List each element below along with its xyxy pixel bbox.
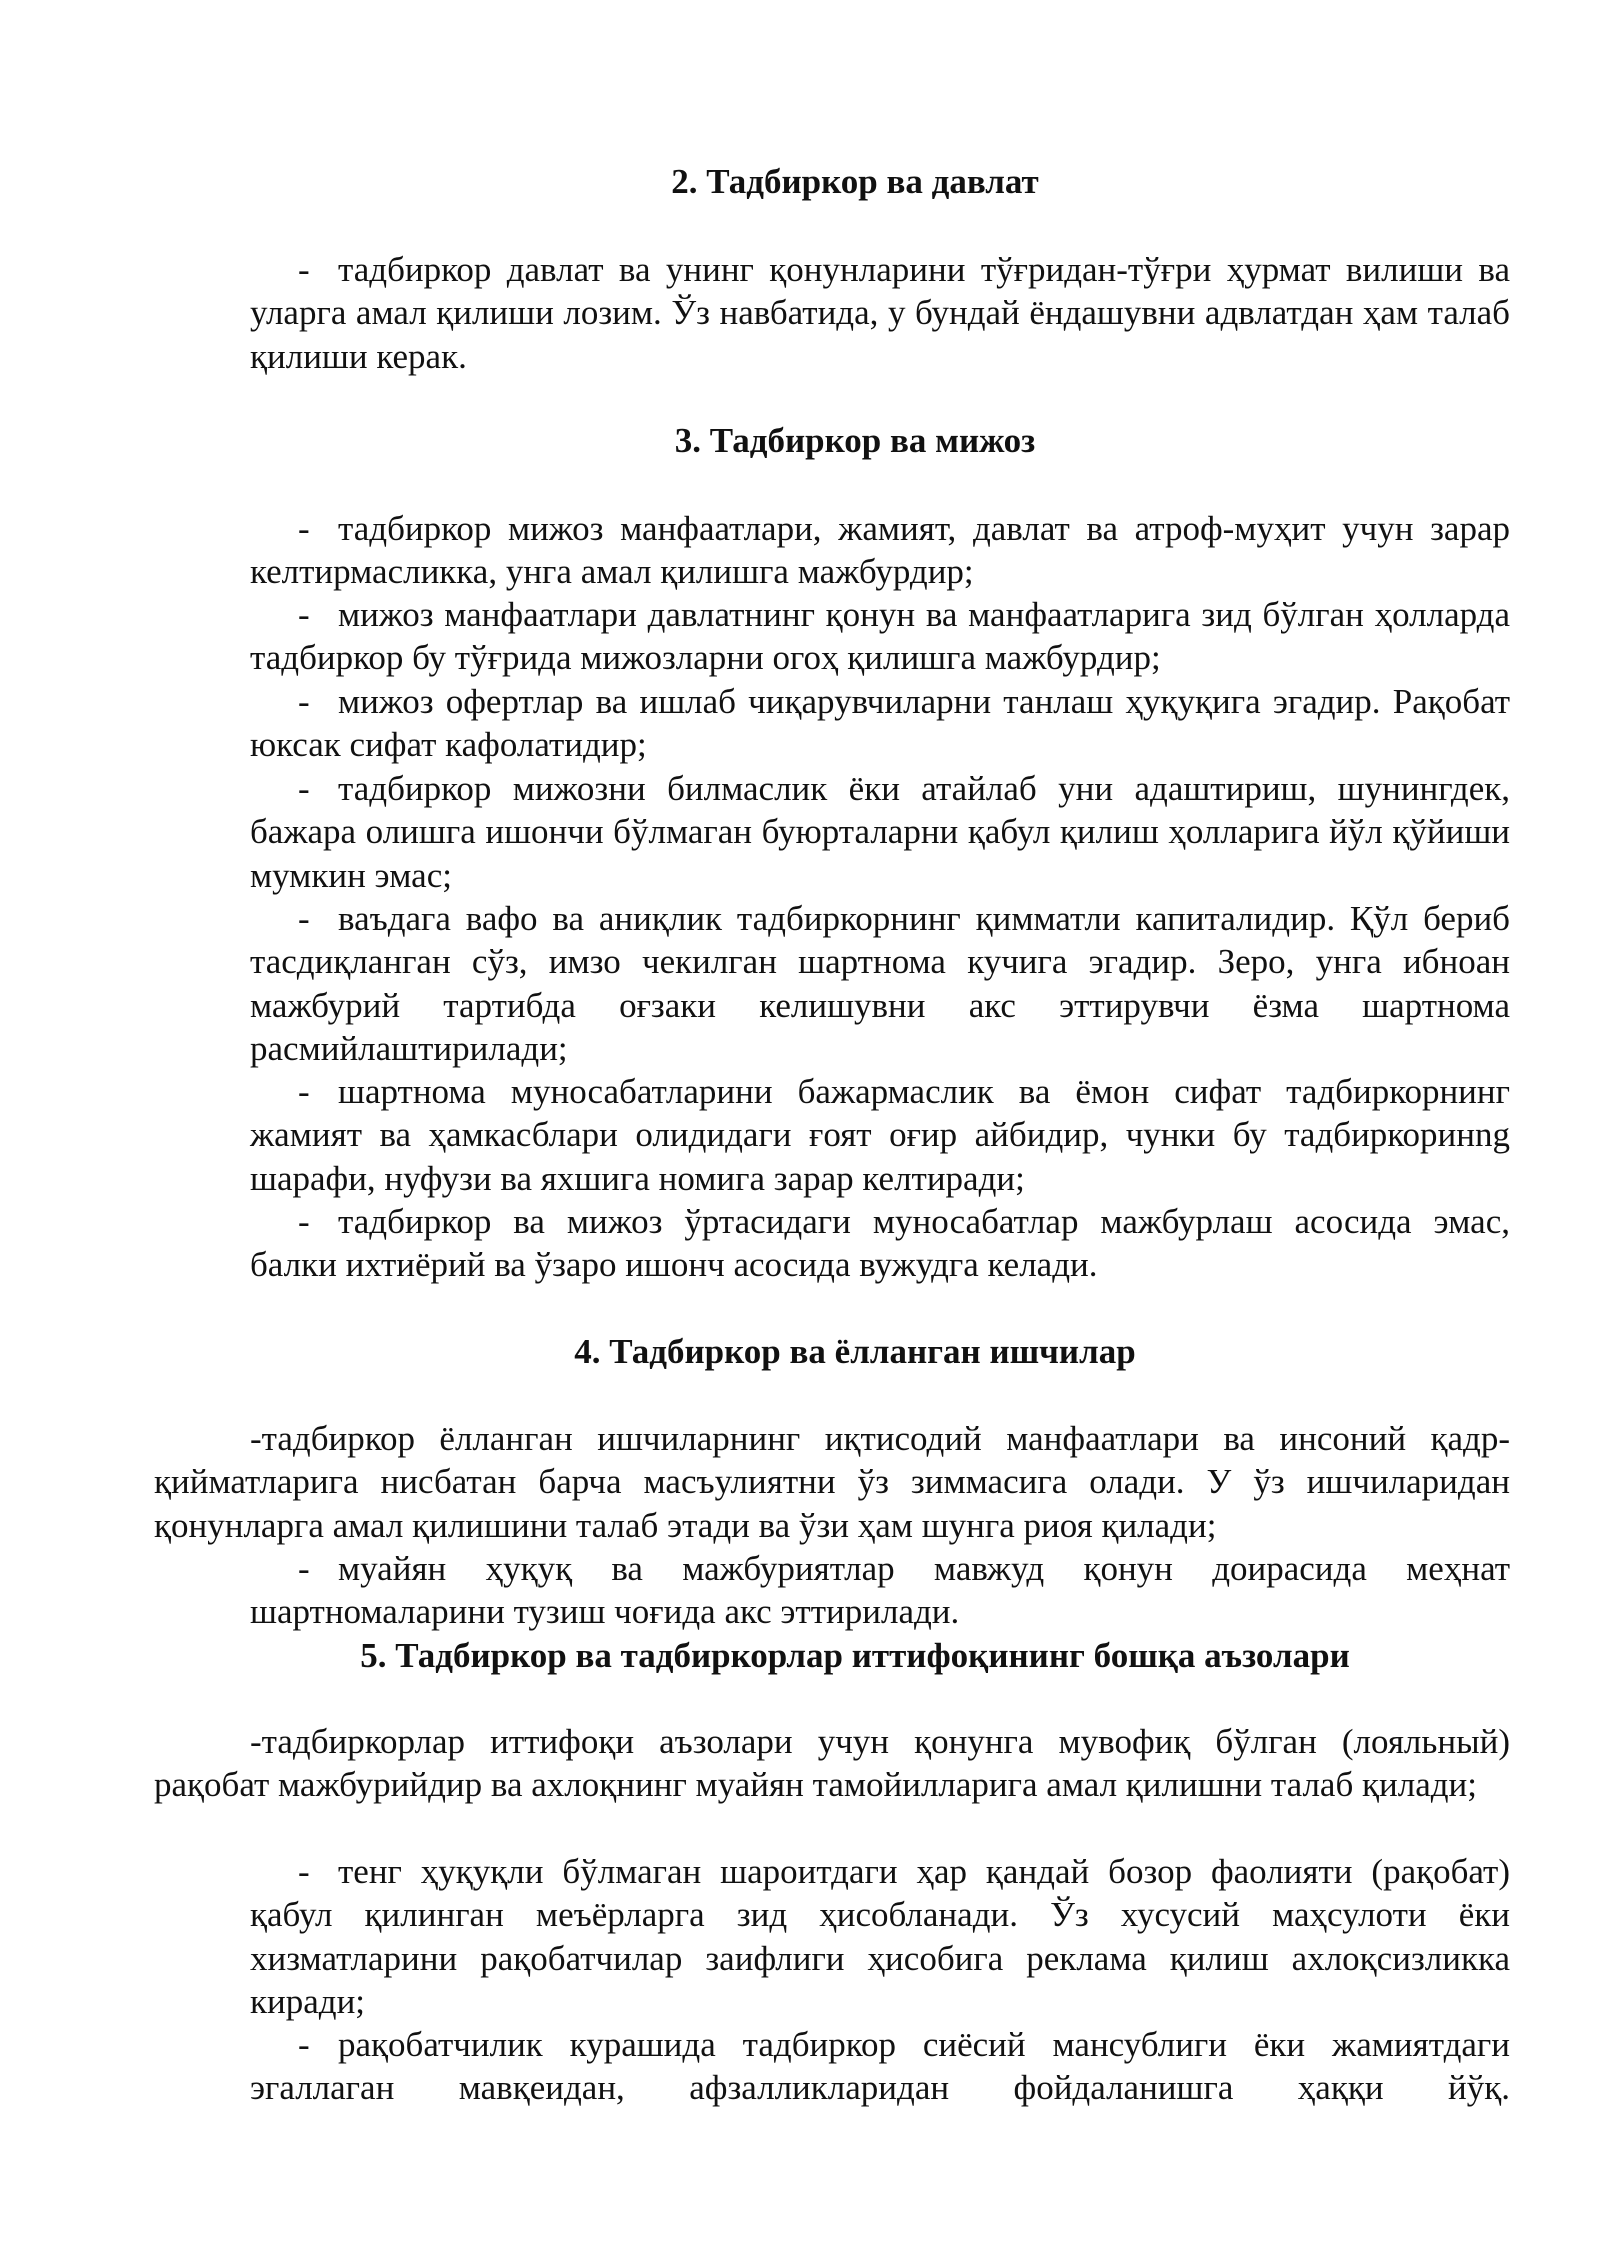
bullet-dash: -: [298, 595, 310, 634]
section-5-item-2: - рақобатчилик курашида тадбиркор сиёсий мансублиги ёки жамиятдаги эгаллаган мавқеидан, афзалликларидан фойдаланишга ҳаққи йўқ.: [250, 2025, 1510, 2108]
bullet-dash: -: [298, 509, 310, 548]
section-4-item-1: - муайян ҳуқуқ ва мажбуриятлар мавжуд қонун доирасида меҳнат шартномаларини тузиш чоғида акс эттирилади.: [250, 1549, 1510, 1632]
section-2-item-1: - тадбиркор давлат ва унинг қонунларини тўғридан-тўғри ҳурмат вилиши ва уларга амал қилиши лозим. Ўз навбатида, у бундай ёндашувни адвлатдан ҳам талаб қилиши керак.: [250, 250, 1510, 376]
section-3-item-7: - тадбиркор ва мижоз ўртасидаги муносабатлар мажбурлаш асосида эмас, балки ихтиёрий ва ўзаро ишонч асосида вужудга келади.: [250, 1202, 1510, 1285]
section-3-item-1: - тадбиркор мижоз манфаатлари, жамият, давлат ва атроф-муҳит учун зарар келтирмасликка, унга амал қилишга мажбурдир;: [250, 509, 1510, 592]
section-4-intro: -тадбиркор ёлланган ишчиларнинг иқтисодий манфаатлари ва инсоний қадр-қийматларига нисбатан барча масъулиятни ўз зиммасига олади. У ўз ишчиларидан қонунларга амал қилишини талаб этади ва ўзи ҳам шунга риоя қилади;: [154, 1419, 1510, 1545]
section-2-heading: 2. Тадбиркор ва давлат: [671, 162, 1039, 201]
section-3-item-4: - тадбиркор мижозни билмаслик ёки атайлаб уни адаштириш, шунингдек, бажара олишга ишончи бўлмаган буюрталарни қабул қилиш ҳолларига йўл қўйиши мумкин эмас;: [250, 769, 1510, 895]
bullet-dash: -: [298, 1202, 310, 1241]
bullet-dash: -: [298, 1549, 310, 1588]
bullet-dash: -: [298, 769, 310, 808]
bullet-dash: -: [298, 1072, 310, 1111]
section-5-item-1: - тенг ҳуқуқли бўлмаган шароитдаги ҳар қандай бозор фаолияти (рақобат) қабул қилинган меъёрларга зид ҳисобланади. Ўз хусусий маҳсулоти ёки хизматларини рақобатчилар заифлиги ҳисобига реклама қилиш ахлоқсизликка киради;: [250, 1852, 1510, 2021]
section-3-heading: 3. Тадбиркор ва мижоз: [674, 421, 1036, 460]
section-3-item-6: - шартнома муносабатларини бажармаслик ва ёмон сифат тадбиркорнинг жамият ва ҳамкасблари олидидаги ғоят оғир айбидир, чунки бу тадбиркоринng шарафи, нуфузи ва яхшига номига зарар келтиради;: [250, 1072, 1510, 1198]
bullet-dash: -: [298, 682, 310, 721]
bullet-dash: -: [298, 1852, 310, 1891]
section-3-item-2: - мижоз манфаатлари давлатнинг қонун ва манфаатларига зид бўлган ҳолларда тадбиркор бу тўғрида мижозларни огоҳ қилишга мажбурдир;: [250, 595, 1510, 678]
bullet-dash: -: [298, 250, 310, 289]
section-3-item-5: - ваъдага вафо ва аниқлик тадбиркорнинг қимматли капиталидир. Қўл бериб тасдиқланган сўз, имзо чекилган шартнома кучига эгадир. Зеро, унга ибноан мажбурий тартибда оғзаки келишувни акс эттирувчи ёзма шартнома расмийлаштирилади;: [250, 899, 1510, 1068]
section-5-intro: -тадбиркорлар иттифоқи аъзолари учун қонунга мувофиқ бўлган (лояльный) рақобат мажбурийдир ва ахлоқнинг муайян тамойилларига амал қилишни талаб қилади;: [154, 1722, 1510, 1805]
bullet-dash: -: [298, 2025, 310, 2064]
bullet-dash: -: [298, 899, 310, 938]
section-3-item-3: - мижоз офертлар ва ишлаб чиқарувчиларни танлаш ҳуқуқига эгадир. Рақобат юксак сифат кафолатидир;: [250, 682, 1510, 765]
section-5-heading: 5. Тадбиркор ва тадбиркорлар иттифоқининг бошқа аъзолари: [360, 1636, 1350, 1675]
section-4-heading: 4. Тадбиркор ва ёлланган ишчилар: [574, 1332, 1136, 1371]
